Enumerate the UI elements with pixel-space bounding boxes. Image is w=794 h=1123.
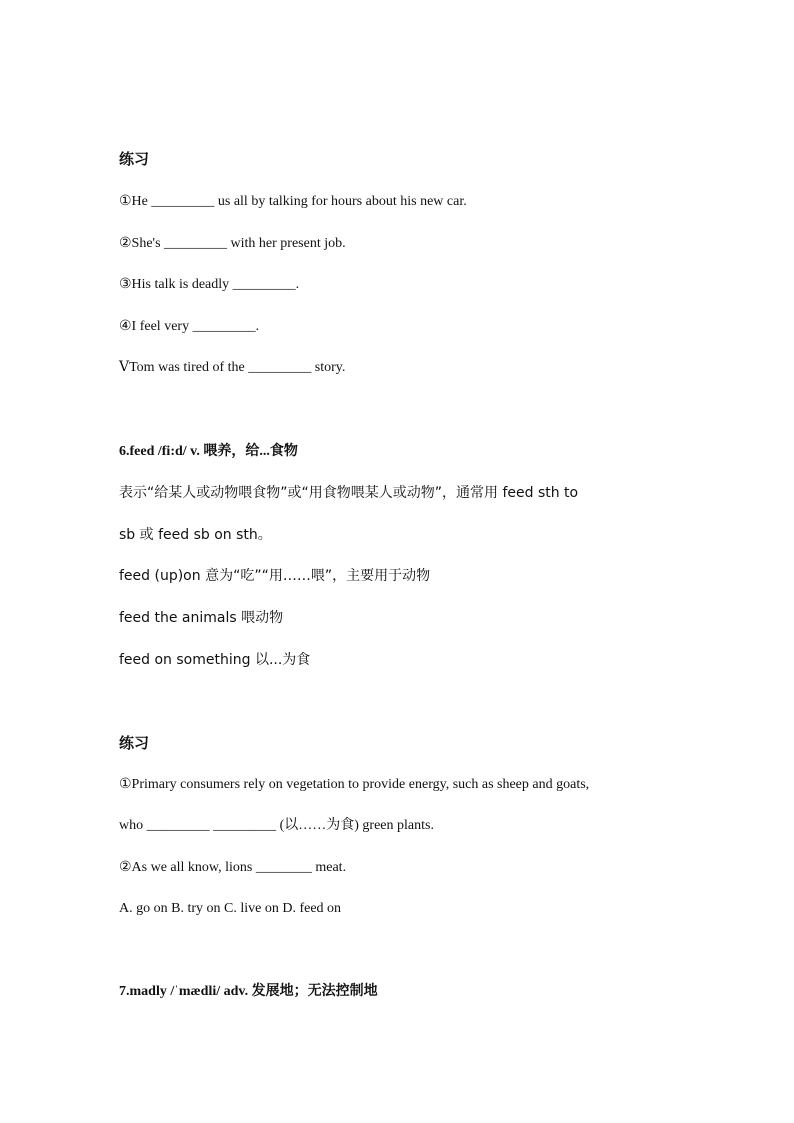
exercise-item-1: ①He _________ us all by talking for hours about his new car.: [119, 194, 467, 209]
section-title-practice-1: 练习: [119, 150, 150, 168]
vocab-example-1: feed the animals 喂动物: [119, 610, 284, 626]
exercise-item-1-line-2: who _________ _________ (以……为食) green plants.: [119, 818, 434, 833]
vocab-explanation-line-1: 表示“给某人或动物喂食物”或“用食物喂某人或动物”，通常用 feed sth to: [119, 485, 579, 501]
section-title-practice-2: 练习: [119, 734, 150, 752]
vocab-entry-heading-madly: 7.madly /ˈmædli/ adv. 发展地；无法控制地: [119, 984, 378, 999]
vocab-explanation-line-3: feed (up)on 意为“吃”“用……喂”，主要用于动物: [119, 568, 431, 584]
exercise-item-2: ②As we all know, lions ________ meat.: [119, 860, 347, 875]
vocab-entry-heading-feed: 6.feed /fi:d/ v. 喂养，给...食物: [119, 444, 298, 459]
exercise-item-4: ④I feel very _________.: [119, 319, 260, 334]
exercise-item-1-line-1: ①Primary consumers rely on vegetation to provide energy, such as sheep and goats,: [119, 777, 590, 792]
vocab-explanation-line-2: sb 或 feed sb on sth。: [119, 527, 272, 543]
exercise-item-3: ③His talk is deadly _________.: [119, 277, 300, 292]
exercise-item-5: ⅤTom was tired of the _________ story.: [119, 360, 346, 375]
vocab-example-2: feed on something 以...为食: [119, 652, 311, 668]
exercise-item-2: ②She's _________ with her present job.: [119, 236, 346, 251]
answer-options: A. go on B. try on C. live on D. feed on: [119, 901, 342, 916]
